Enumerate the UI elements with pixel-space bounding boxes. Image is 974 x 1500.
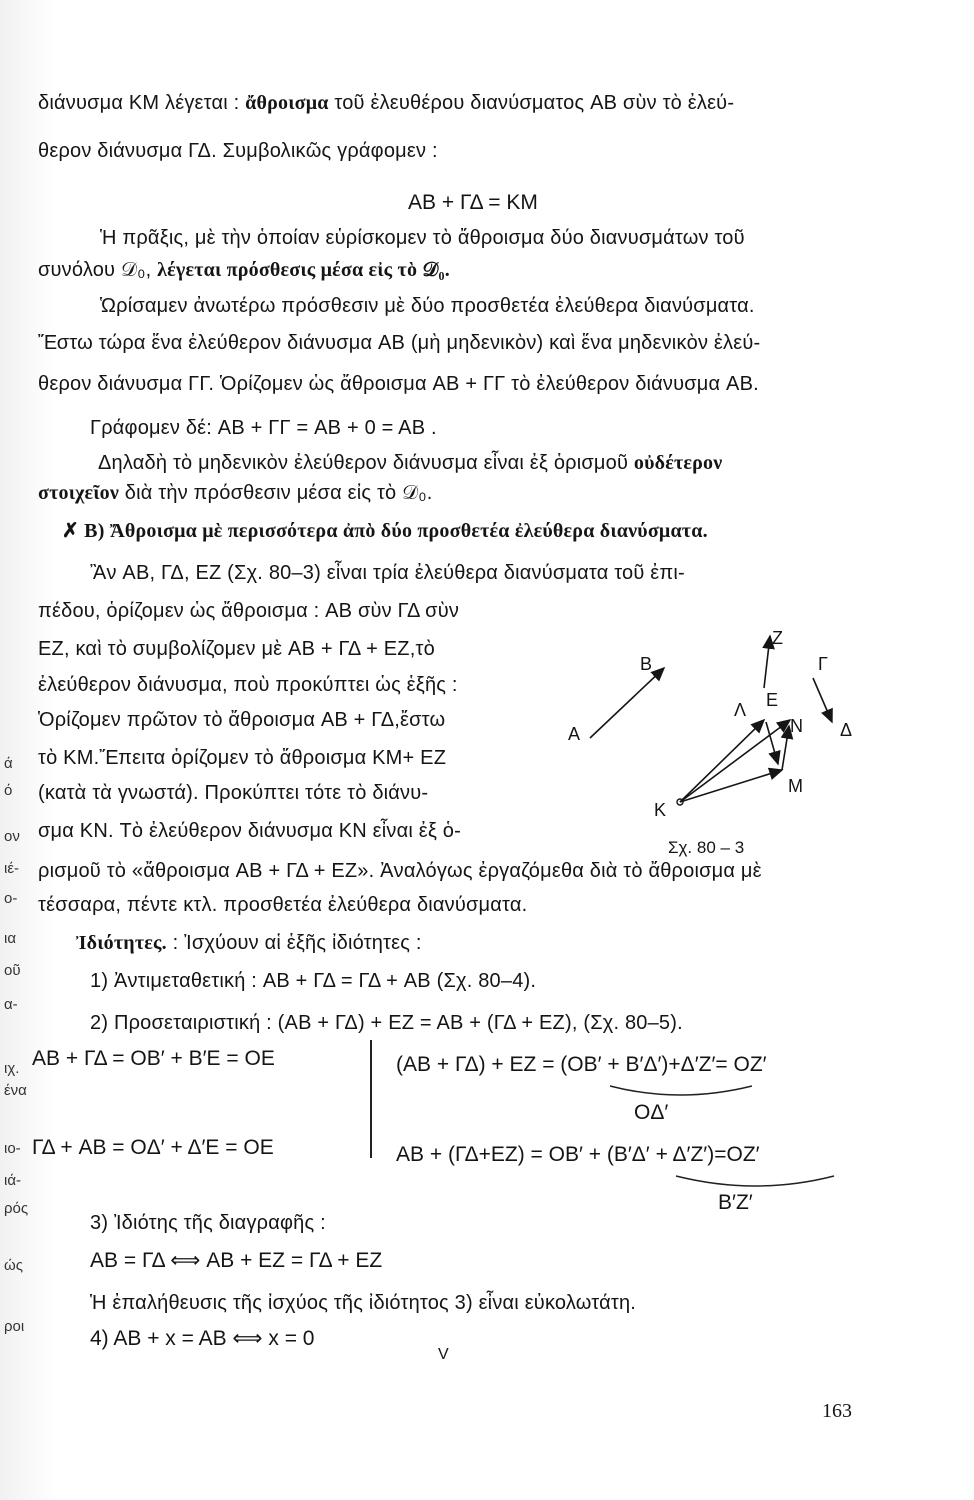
vector-ez — [764, 636, 770, 688]
vector-lm — [766, 722, 778, 764]
text-line: Ἔστω τώρα ἕνα ἐλεύθερον διάνυσμα AB (μὴ μηδενικὸν) καὶ ἕνα μηδενικὸν ἐλεύ- — [38, 332, 761, 354]
vector-kl — [680, 720, 764, 802]
margin-fragment: ένα — [4, 1082, 27, 1099]
label-k: K — [654, 800, 667, 820]
label-b: B — [640, 654, 653, 674]
margin-fragment: ό — [4, 782, 13, 799]
margin-fragment: οῦ — [4, 962, 21, 979]
margin-fragment: ιχ. — [4, 1060, 20, 1077]
margin-fragment: ιο- — [4, 1140, 21, 1157]
text-line: EZ, καὶ τὸ συμβολίζομεν μὲ AB + ΓΔ + EZ,τὸ — [38, 638, 435, 660]
margin-fragment: ώς — [4, 1257, 23, 1274]
margin-fragment: ο- — [4, 890, 18, 907]
vector-ab — [590, 668, 664, 738]
vector-kn — [680, 720, 790, 802]
text-line: (κατὰ τὰ γνωστά). Προκύπτει τότε τὸ διάνυ- — [38, 782, 429, 804]
margin-fragment: ια — [4, 930, 17, 947]
label-gamma: Γ — [818, 654, 828, 674]
equation: AB = ΓΔ ⟺ AB + EZ = ΓΔ + EZ — [90, 1249, 383, 1272]
margin-fragment: ροι — [4, 1318, 25, 1335]
text-line: θερον διάνυσμα ΓΓ. Ὁρίζομεν ὡς ἄθροισμα AB + ΓΓ τὸ ἐλεύθερον διάνυσμα AB. — [38, 373, 759, 395]
text-span: διάνυσμα KM λέγεται : — [38, 92, 240, 114]
label-m: M — [788, 776, 803, 796]
equation: AB + ΓΔ = KM — [408, 191, 538, 214]
equation: AB + ΓΔ = OB′ + B′E = OE — [32, 1047, 275, 1070]
text-span: διὰ τὴν πρόσθεσιν μέσα εἰς τὸ 𝒟₀. — [124, 482, 433, 504]
text-line: Ὡρίσαμεν ἀνωτέρω πρόσθεσιν μὲ δύο προσθετέα ἐλεύθερα διανύσματα. — [100, 295, 755, 317]
bold-term: ἄθροισμα — [245, 92, 329, 114]
bold-term: Ἰδιότητες. — [76, 932, 167, 954]
equation: ΓΔ + AB = OΔ′ + Δ′E = OE — [32, 1136, 274, 1159]
text-line: τέσσαρα, πέντε κτλ. προσθετέα ἐλεύθερα διανύσματα. — [38, 894, 528, 916]
margin-fragment: α- — [4, 996, 18, 1013]
margin-fragment: ον — [4, 828, 20, 845]
vector-figure — [560, 620, 860, 840]
text-span: Δηλαδὴ τὸ μηδενικὸν ἐλεύθερον διάνυσμα εἶναι ἐξ ὁρισμοῦ — [98, 452, 629, 474]
margin-fragment: ιέ- — [4, 860, 20, 877]
section-heading: ✗ B) Ἄθροισμα μὲ περισσότερα ἀπὸ δύο προσθετέα ἐλεύθερα διανύσματα. — [62, 520, 708, 542]
text-line: σμα KN. Τὸ ἐλεύθερον διάνυσμα KN εἶναι ἐξ ὁ- — [38, 820, 461, 842]
property-line: 1) Ἀντιμεταθετική : AB + ΓΔ = ΓΔ + AB (Σχ. 80–4). — [90, 970, 537, 992]
text-line: Ἡ πρᾶξις, μὲ τὴν ὁποίαν εὑρίσκομεν τὸ ἄθροισμα δύο διανυσμάτων τοῦ — [100, 227, 745, 249]
text-line: Γράφομεν δέ: AB + ΓΓ = AB + 0 = AB . — [90, 417, 437, 439]
equation: AB + (ΓΔ+EZ) = OB′ + (B′Δ′ + Δ′Z′)=OZ′ — [396, 1143, 760, 1166]
page-number: 163 — [822, 1400, 852, 1422]
label-e: E — [766, 690, 779, 710]
bold-term: στοιχεῖον — [38, 482, 120, 504]
bold-term: λέγεται πρόσθεσις μέσα εἰς τὸ 𝒟₀. — [157, 259, 450, 281]
vector-mn — [782, 726, 789, 770]
text-line: ρισμοῦ τὸ «ἄθροισμα AB + ΓΔ + EZ». Ἀναλόγως ἐργαζόμεθα διὰ τὸ ἄθροισμα μὲ — [38, 860, 762, 882]
margin-fragment: ρός — [4, 1200, 29, 1217]
label-lambda: Λ — [734, 700, 747, 720]
label-z: Z — [772, 628, 783, 648]
label-a: A — [568, 724, 581, 744]
text-line: Ἂν AB, ΓΔ, EZ (Σχ. 80–3) εἶναι τρία ἐλεύθερα διανύσματα τοῦ ἐπι- — [90, 562, 685, 584]
equation: (AB + ΓΔ) + EZ = (OB′ + B′Δ′)+Δ′Z′= OZ′ — [396, 1053, 767, 1076]
margin-mark: V — [438, 1346, 449, 1363]
property-line: 2) Προσεταιριστική : (AB + ΓΔ) + EZ = AB + (ΓΔ + EZ), (Σχ. 80–5). — [90, 1012, 683, 1034]
text-line: Ὁρίζομεν πρῶτον τὸ ἄθροισμα AB + ΓΔ,ἔστω — [38, 709, 446, 731]
margin-fragment: ά — [4, 755, 13, 772]
equation: 4) AB + x = AB ⟺ x = 0 — [90, 1327, 315, 1350]
label-n: N — [790, 716, 803, 736]
text-line: πέδου, ὁρίζομεν ὡς ἄθροισμα : AB σὺν ΓΔ σὺν — [38, 600, 460, 622]
text-line: Ἡ ἐπαλήθευσις τῆς ἰσχύος τῆς ἰδιότητος 3) εἶναι εὐκολωτάτη. — [90, 1292, 637, 1314]
bold-term: οὐδέτερον — [633, 452, 723, 474]
text-span: συνόλου 𝒟₀, — [38, 259, 152, 281]
equation-label: B′Z′ — [718, 1191, 753, 1214]
text-span: : Ἰσχύουν αἱ ἑξῆς ἰδιότητες : — [172, 932, 422, 954]
text-line: τὸ KM.Ἔπειτα ὁρίζομεν τὸ ἄθροισμα KM+ EZ — [38, 747, 447, 769]
text-line: θερον διάνυσμα ΓΔ. Συμβολικῶς γράφομεν : — [38, 140, 438, 162]
property-line: 3) Ἰδιότης τῆς διαγραφῆς : — [90, 1212, 326, 1234]
figure-caption: Σχ. 80 – 3 — [668, 838, 745, 857]
text-span: τοῦ ἐλευθέρου διανύσματος AB σὺν τὸ ἐλεύ- — [334, 92, 735, 114]
label-delta: Δ — [840, 720, 853, 740]
vector-gd — [813, 678, 832, 722]
margin-fragment: ιά- — [4, 1172, 21, 1189]
equation-label: OΔ′ — [634, 1101, 669, 1124]
text-line: ἐλεύθερον διάνυσμα, ποὺ προκύπτει ὡς ἑξῆς : — [38, 674, 458, 696]
